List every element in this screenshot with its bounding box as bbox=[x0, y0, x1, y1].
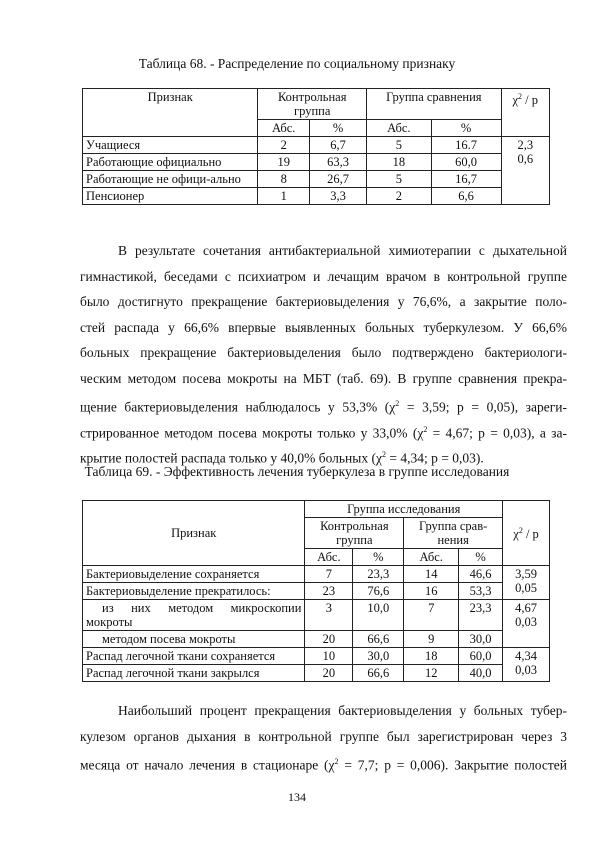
header-pct: % bbox=[353, 549, 404, 566]
table-row bbox=[83, 665, 550, 682]
cell-pct: 23,3 bbox=[353, 566, 404, 583]
row-label: Бактериовыделение сохраняется bbox=[83, 566, 305, 583]
cell-abs: 8 bbox=[258, 171, 310, 188]
cell-abs: 7 bbox=[305, 566, 353, 583]
header-control-group: Контрольная группа bbox=[305, 518, 404, 549]
header-pct: % bbox=[431, 120, 501, 137]
body-paragraph bbox=[80, 698, 567, 775]
cell-abs: 5 bbox=[367, 171, 432, 188]
cell-chi-p: 3,59 0,05 bbox=[503, 566, 550, 600]
table-69 bbox=[82, 500, 550, 682]
table-row bbox=[83, 600, 550, 631]
cell-pct: 3,3 bbox=[310, 188, 367, 205]
table-row bbox=[83, 171, 550, 188]
cell-abs: 23 bbox=[305, 583, 353, 600]
table-row bbox=[83, 631, 550, 648]
body-paragraph bbox=[80, 238, 567, 468]
header-chi-p: $\chi^2$ / р bbox=[501, 89, 549, 137]
header-abs: Абс. bbox=[367, 120, 432, 137]
cell-chi-p: 2,3 0,6 bbox=[501, 137, 549, 205]
row-label: Работающие официально bbox=[83, 154, 258, 171]
table-header-row bbox=[83, 501, 550, 518]
row-label: Учащиеся bbox=[83, 137, 258, 154]
cell-abs: 18 bbox=[404, 648, 459, 665]
row-label: Бактериовыделение прекратилось: bbox=[83, 583, 305, 600]
table-row bbox=[83, 583, 550, 600]
table-row bbox=[83, 566, 550, 583]
header-abs: Абс. bbox=[305, 549, 353, 566]
cell-pct: 6,7 bbox=[310, 137, 367, 154]
text-line: стрированное методом посева мокроты только у 33,0% ($\chi^2 = 4,67$; р = 0,03), а за- bbox=[80, 424, 567, 440]
cell-pct: 53,3 bbox=[459, 583, 503, 600]
table-69-caption: Таблица 69. - Эффективность лечения туберкулеза в группе исследования bbox=[84, 464, 510, 479]
text-line: месяца от начало лечения в стационаре ($\chi^2 = 7,7$; р = 0,006). Закрытие полостей bbox=[80, 757, 567, 773]
text-line: гимнастикой, беседами с психиатром и лечащим врачом в контрольной группе bbox=[80, 268, 567, 284]
header-comparison-group: Группа сравнения bbox=[367, 89, 501, 120]
cell-abs: 20 bbox=[305, 665, 353, 682]
table-header-row bbox=[83, 89, 550, 120]
cell-pct: 23,3 bbox=[459, 600, 503, 631]
cell-abs: 10 bbox=[305, 648, 353, 665]
text-line: было достигнуто прекращение бактериовыделения у 76,6%, а закрытие поло- bbox=[80, 294, 567, 309]
cell-chi-p: 4,34 0,03 bbox=[503, 648, 550, 682]
table-68 bbox=[82, 88, 550, 205]
header-study-group: Группа исследования bbox=[305, 501, 503, 518]
cell-pct: 26,7 bbox=[310, 171, 367, 188]
cell-pct: 46,6 bbox=[459, 566, 503, 583]
cell-abs: 9 bbox=[404, 631, 459, 648]
cell-abs: 12 bbox=[404, 665, 459, 682]
cell-abs: 20 bbox=[305, 631, 353, 648]
header-comparison-group: Группа срав- нения bbox=[404, 518, 503, 549]
cell-abs: 1 bbox=[258, 188, 310, 205]
table-row bbox=[83, 137, 550, 154]
text-line: щение бактериовыделения наблюдалось у 53,3% ($\chi^2 = 3,59$; р = 0,05), зареги- bbox=[80, 399, 567, 415]
cell-pct: 30,0 bbox=[353, 648, 404, 665]
row-label: Пенсионер bbox=[83, 188, 258, 205]
cell-abs: 18 bbox=[367, 154, 432, 171]
row-label: Распад легочной ткани сохраняется bbox=[83, 648, 305, 665]
header-feature: Признак bbox=[83, 89, 258, 137]
cell-chi-p: 4,67 0,03 bbox=[503, 600, 550, 648]
cell-pct: 63,3 bbox=[310, 154, 367, 171]
header-chi-p: $\chi^2$ / р bbox=[503, 501, 550, 566]
cell-pct: 10,0 bbox=[353, 600, 404, 631]
text-line: больных прекращение бактериовыделения было подтверждено бактериологи- bbox=[80, 345, 567, 360]
text-line: крытие полостей распада только у 40,0% больных ($\chi^2 = 4,34$; р = 0,03). bbox=[80, 450, 484, 466]
header-abs: Абс. bbox=[258, 120, 310, 137]
table-row bbox=[83, 188, 550, 205]
text-line: В результате сочетания антибактериальной химиотерапии с дыхательной bbox=[118, 243, 567, 258]
text-line: Наибольший процент прекращения бактериовыделения у больных тубер- bbox=[118, 703, 567, 718]
cell-pct: 76,6 bbox=[353, 583, 404, 600]
cell-abs: 16 bbox=[404, 583, 459, 600]
cell-pct: 16.7 bbox=[431, 137, 501, 154]
cell-pct: 66,6 bbox=[353, 665, 404, 682]
cell-abs: 3 bbox=[305, 600, 353, 631]
header-pct: % bbox=[310, 120, 367, 137]
text-line: стей распада у 66,6% впервые выявленных больных туберкулезом. У 66,6% bbox=[80, 319, 567, 335]
cell-pct: 6,6 bbox=[431, 188, 501, 205]
row-label: Работающие не офици-альнo bbox=[83, 171, 258, 188]
header-pct: % bbox=[459, 549, 503, 566]
text-line: кулезом органов дыхания в контрольной группе был зарегистрирован через 3 bbox=[80, 728, 567, 744]
header-feature: Признак bbox=[83, 501, 305, 566]
row-label: методом посева мокроты bbox=[83, 631, 305, 648]
cell-abs: 5 bbox=[367, 137, 432, 154]
cell-abs: 2 bbox=[367, 188, 432, 205]
cell-abs: 19 bbox=[258, 154, 310, 171]
table-row bbox=[83, 154, 550, 171]
cell-pct: 40,0 bbox=[459, 665, 503, 682]
page-number: 134 bbox=[288, 790, 306, 804]
cell-pct: 16,7 bbox=[431, 171, 501, 188]
cell-abs: 14 bbox=[404, 566, 459, 583]
row-label: Распад легочной ткани закрылся bbox=[83, 665, 305, 682]
cell-pct: 60,0 bbox=[459, 648, 503, 665]
cell-pct: 60,0 bbox=[431, 154, 501, 171]
cell-pct: 30,0 bbox=[459, 631, 503, 648]
table-row bbox=[83, 648, 550, 665]
header-abs: Абс. bbox=[404, 549, 459, 566]
row-label: из них методом микроскопии мокроты bbox=[83, 600, 305, 631]
text-line: ческим методом посева мокроты на МБТ (таб. 69). В группе сравнения прекра- bbox=[80, 370, 567, 386]
header-control-group: Контрольная группа bbox=[258, 89, 367, 120]
cell-abs: 2 bbox=[258, 137, 310, 154]
table-68-caption: Таблица 68. - Распределение по социальному признаку bbox=[138, 56, 456, 71]
cell-pct: 66,6 bbox=[353, 631, 404, 648]
cell-abs: 7 bbox=[404, 600, 459, 631]
